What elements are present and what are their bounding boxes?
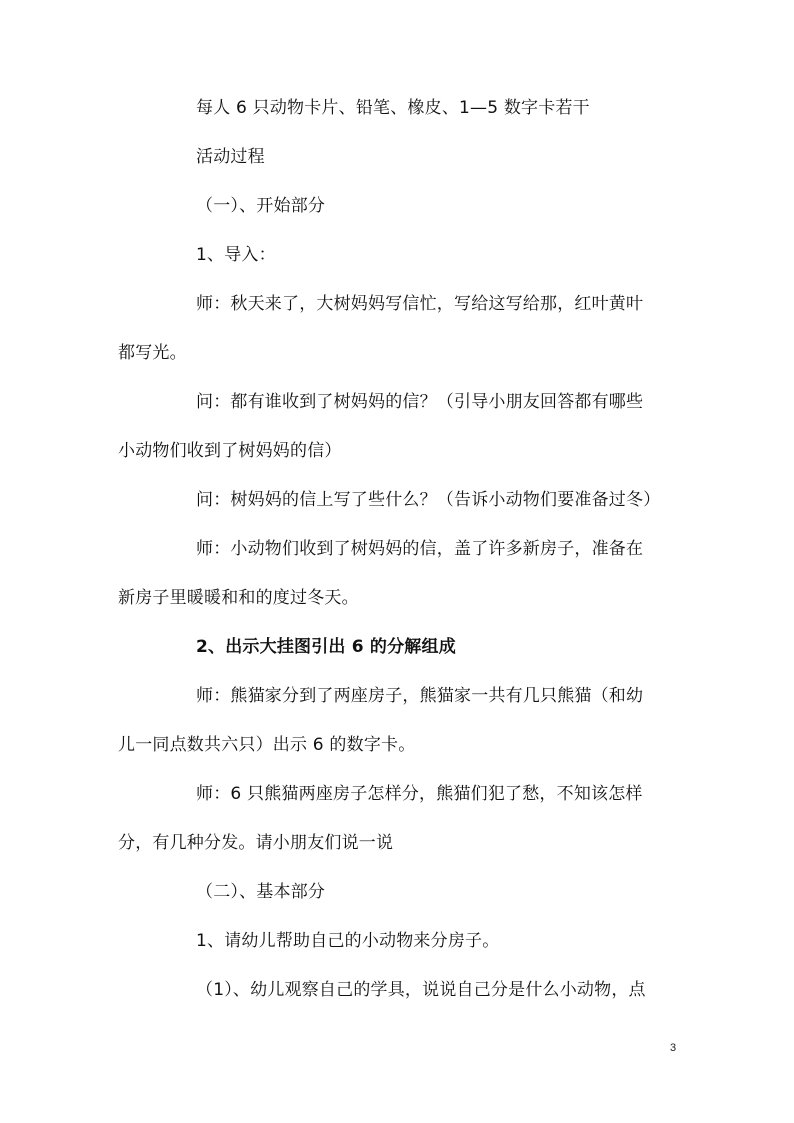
subheading-show-wall-chart: 2、出示大挂图引出 6 的分解组成: [196, 637, 456, 657]
section-heading-part-two: （二）、基本部分: [196, 882, 326, 902]
paragraph-line: 分，有几种分发。请小朋友们说一说: [118, 833, 394, 853]
paragraph-line: 小动物们收到了树妈妈的信）: [118, 441, 342, 461]
paragraph-line: 师：秋天来了，大树妈妈写信忙，写给这写给那，红叶黄叶: [196, 294, 644, 314]
paragraph-line: （1）、幼儿观察自己的学具，说说自己分是什么小动物，点: [196, 980, 646, 1000]
paragraph-line: 师：小动物们收到了树妈妈的信，盖了许多新房子，准备在: [196, 539, 644, 559]
paragraph-line: 新房子里暖暖和和的度过冬天。: [118, 588, 359, 608]
paragraph-line: 师：6 只熊猫两座房子怎样分，熊猫们犯了愁，不知该怎样: [196, 784, 643, 804]
paragraph-line: 儿一同点数共六只）出示 6 的数字卡。: [118, 735, 416, 755]
paragraph-line: 问：树妈妈的信上写了些什么？（告诉小动物们要准备过冬）: [196, 490, 661, 510]
paragraph-line-materials: 每人 6 只动物卡片、铅笔、橡皮、1—5 数字卡若干: [196, 98, 590, 118]
subheading-introduction: 1、导入：: [196, 245, 276, 265]
paragraph-line: 师：熊猫家分到了两座房子，熊猫家一共有几只熊猫（和幼: [196, 686, 644, 706]
section-heading-activity-process: 活动过程: [196, 147, 265, 167]
page-number: 3: [670, 1042, 677, 1054]
section-heading-part-one: （一）、开始部分: [196, 196, 326, 216]
paragraph-line: 都写光。: [118, 343, 187, 363]
paragraph-line: 问：都有谁收到了树妈妈的信？（引导小朋友回答都有哪些: [196, 392, 644, 412]
subheading-help-animals: 1、请幼儿帮助自己的小动物来分房子。: [196, 931, 500, 951]
